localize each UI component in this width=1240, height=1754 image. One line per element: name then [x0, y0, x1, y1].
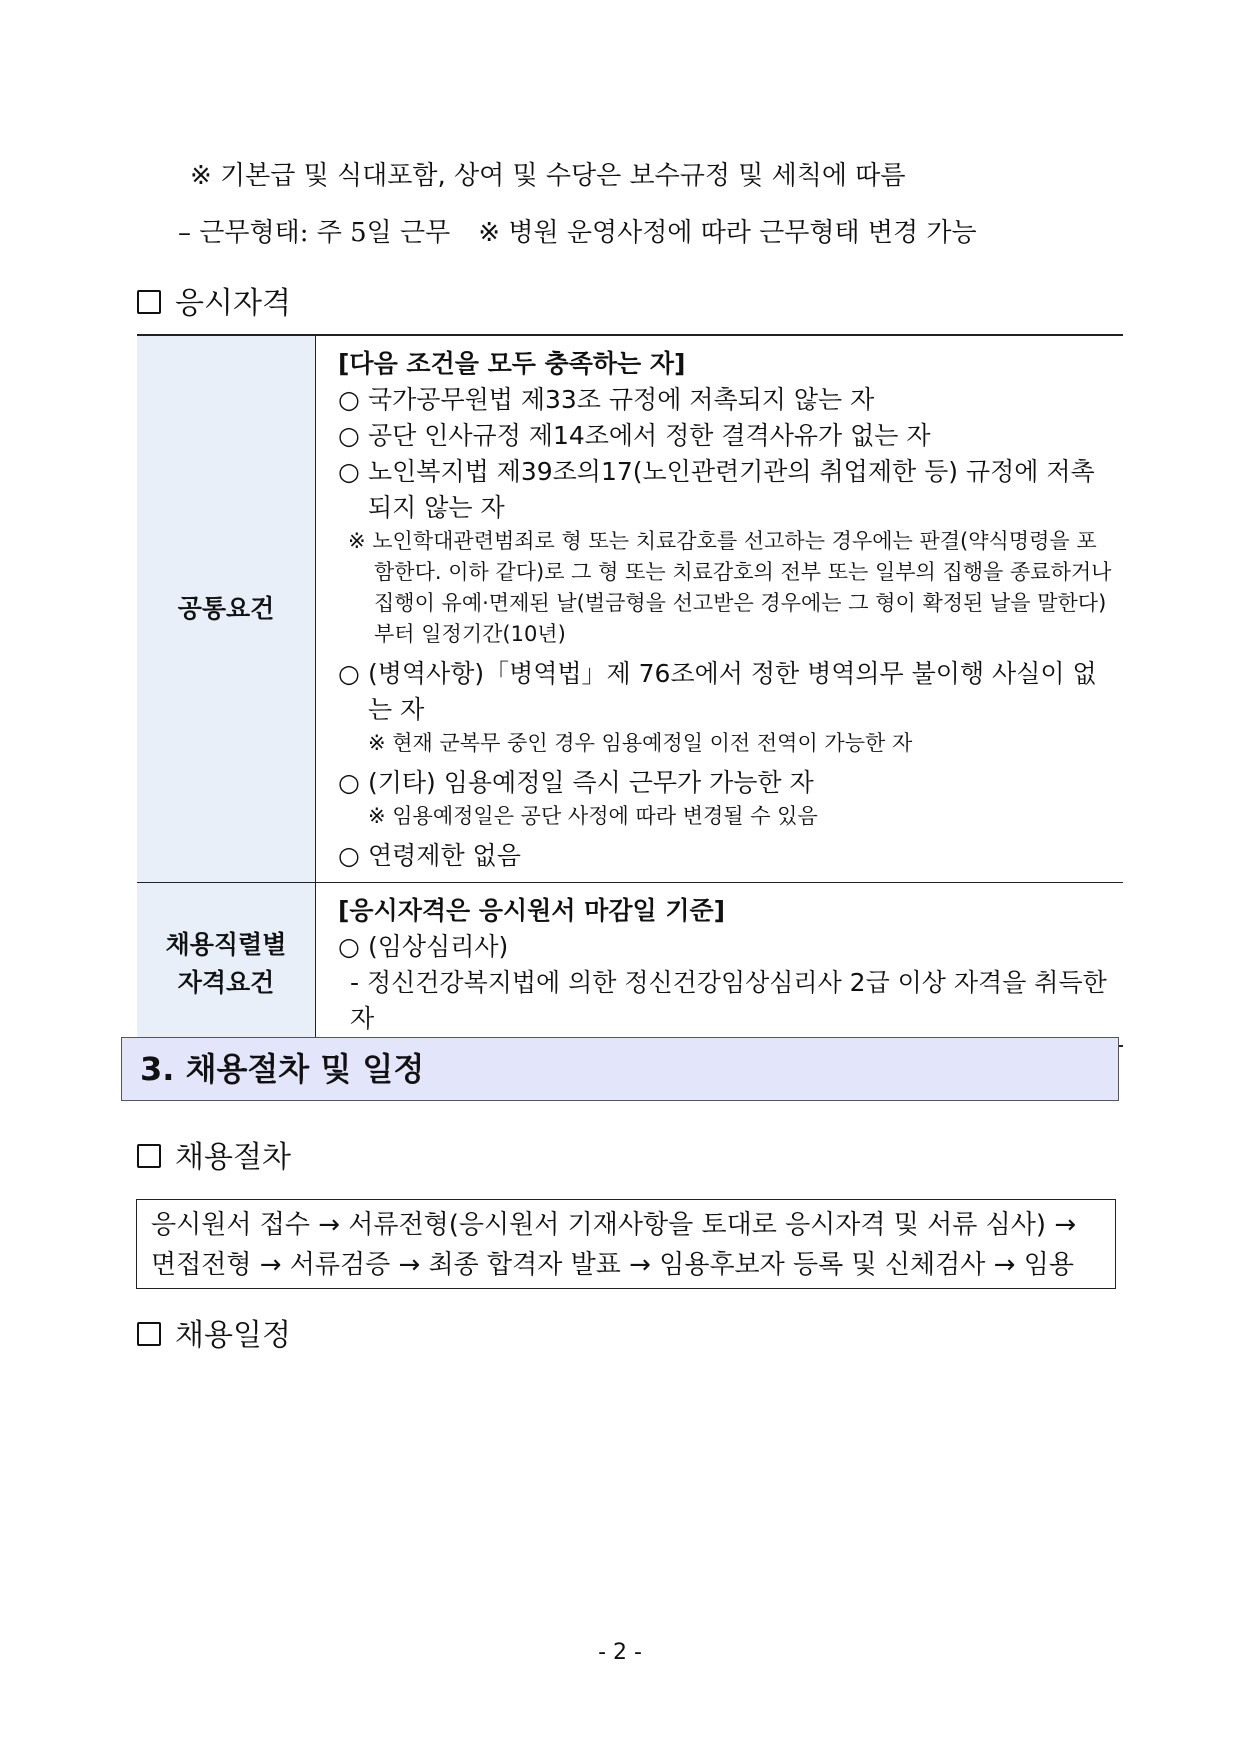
military-note: ※ 현재 군복무 중인 경우 임용예정일 이전 전역이 가능한 자 [368, 731, 913, 755]
list-item: ○ 국가공무원법 제33조 규정에 저촉되지 않는 자 [338, 385, 875, 414]
common-requirements-content [316, 335, 1124, 883]
schedule-title: 채용일정 [175, 1318, 291, 1353]
position-requirements-label: 채용직렬별 자격요건 [137, 883, 316, 1047]
position-header: [응시자격은 응시원서 마감일 기준] [338, 896, 726, 925]
age-item: ○ 연령제한 없음 [338, 841, 521, 870]
salary-note: ※ 기본급 및 식대포함, 상여 및 수당은 보수규정 및 세칙에 따름 [190, 161, 906, 191]
qualification-heading [137, 278, 291, 322]
checkbox-square-icon [137, 290, 161, 314]
work-form-note: ※ 병원 운영사정에 따라 근무형태 변경 가능 [478, 218, 977, 248]
procedure-box [136, 1199, 1116, 1289]
checkbox-square-icon [137, 1322, 161, 1346]
position-requirements-row [137, 883, 1123, 1047]
procedure-heading [137, 1132, 291, 1176]
qualification-table [137, 334, 1123, 1047]
list-item: ○ 공단 인사규정 제14조에서 정한 결격사유가 없는 자 [338, 421, 931, 450]
qualification-title: 응시자격 [175, 286, 291, 321]
other-item: ○ (기타) 임용예정일 즉시 근무가 가능한 자 [338, 768, 814, 797]
procedure-title: 채용절차 [175, 1140, 291, 1175]
military-item: ○ (병역사항)「병역법」제 76조에서 정한 병역의무 불이행 사실이 없는 자 [338, 659, 1097, 724]
common-requirements-row [137, 335, 1123, 883]
position-detail: - 정신건강복지법에 의한 정신건강임상심리사 2급 이상 자격을 취득한 자 [350, 968, 1107, 1033]
section3-bar: 3. 채용절차 및 일정 [121, 1037, 1119, 1101]
other-note: ※ 임용예정일은 공단 사정에 따라 변경될 수 있음 [368, 804, 818, 828]
position-requirements-content [316, 883, 1124, 1047]
position-item: ○ (임상심리사) [338, 932, 509, 961]
page-number: - 2 - [598, 1640, 642, 1665]
work-form-text: – 근무형태: 주 5일 근무 [178, 218, 451, 248]
schedule-heading [137, 1310, 291, 1354]
common-header: [다음 조건을 모두 충족하는 자] [338, 349, 686, 378]
checkbox-square-icon [137, 1144, 161, 1168]
elder-abuse-note: ※ 노인학대관련범죄로 형 또는 치료감호를 선고하는 경우에는 판결(약식명령을 포함한다. 이하 같다)로 그 형 또는 치료감호의 전부 또는 일부의 집행을 종료하거나 집행이 유예·면제된 날(벌금형을 선고받은 경우에는 그 형이 확정된 날을 말한다)부터 일정기간(10년) [348, 529, 1112, 646]
list-item: ○ 노인복지법 제39조의17(노인관련기관의 취업제한 등) 규정에 저촉되지 않는 자 [338, 457, 1095, 522]
work-form-line [178, 212, 977, 249]
common-requirements-label: 공통요건 [137, 335, 316, 883]
procedure-line-2: 면접전형 → 서류검증 → 최종 합격자 발표 → 임용후보자 등록 및 신체검사 → 임용 [151, 1250, 1074, 1280]
procedure-line-1: 응시원서 접수 → 서류전형(응시원서 기재사항을 토대로 응시자격 및 서류 심사) → [151, 1210, 1077, 1240]
